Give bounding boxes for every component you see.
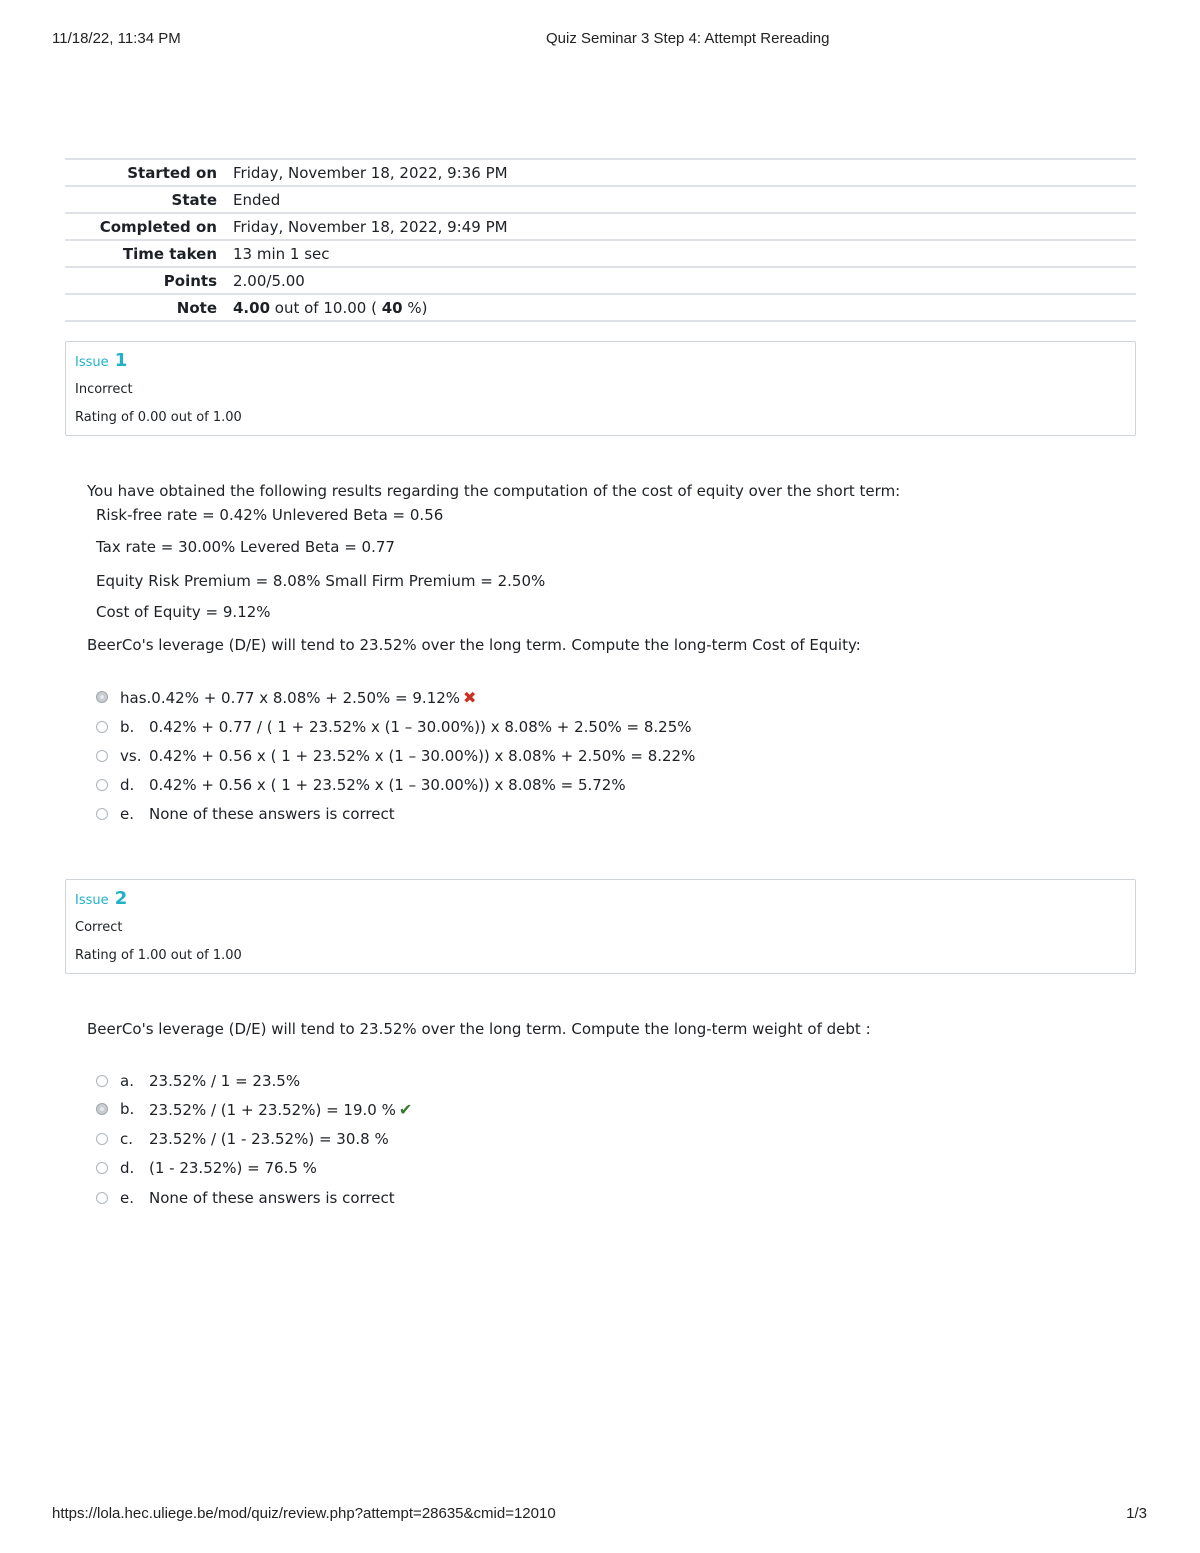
issue-label: Issue (75, 355, 109, 370)
radio-button-selected[interactable] (96, 691, 108, 703)
answer-text: None of these answers is correct (149, 805, 395, 823)
answer-letter: d. (120, 1159, 135, 1177)
issue-label: Issue (75, 893, 109, 908)
summary-value (233, 294, 1136, 321)
question-text-line: You have obtained the following results regarding the computation of the cost of equity over the short term: (87, 482, 901, 500)
question-text-line: Risk-free rate = 0.42% Unlevered Beta = 0.56 (96, 506, 444, 524)
print-url: https://lola.hec.uliege.be/mod/quiz/review.php?attempt=28635&cmid=12010 (52, 1505, 556, 1522)
answer-letter: b. (120, 718, 135, 736)
summary-row (65, 294, 1136, 321)
question-grade: Rating of 1.00 out of 1.00 (75, 948, 242, 963)
print-page-number: 1/3 (1126, 1505, 1147, 1522)
summary-label: Time taken (122, 244, 217, 263)
question-number (75, 888, 127, 909)
answer-text: None of these answers is correct (149, 1189, 395, 1207)
summary-row (65, 240, 1136, 267)
answer-formula: 23.52% / (1 + 23.52%) = 19.0 % (149, 1101, 396, 1119)
radio-button-selected[interactable] (96, 1103, 108, 1115)
summary-value: 2.00/5.00 (233, 271, 305, 290)
question-state: Incorrect (75, 382, 133, 397)
question-text-line: Tax rate = 30.00% Levered Beta = 0.77 (96, 538, 395, 556)
attempt-summary-table (65, 158, 1136, 322)
incorrect-icon: ✖ (463, 688, 477, 707)
question-text-line: Equity Risk Premium = 8.08% Small Firm Premium = 2.50% (96, 572, 546, 590)
summary-value: 13 min 1 sec (233, 244, 330, 263)
print-datetime: 11/18/22, 11:34 PM (52, 30, 181, 47)
summary-row (65, 186, 1136, 213)
answer-text: 0.42% + 0.56 x ( 1 + 23.52% x (1 – 30.00%)) x 8.08% + 2.50% = 8.22% (149, 747, 696, 765)
summary-row (65, 159, 1136, 186)
note-score: 4.00 (233, 298, 271, 317)
answer-letter: has. (120, 689, 152, 707)
question-info-box (65, 879, 1136, 974)
question-text-line: BeerCo's leverage (D/E) will tend to 23.52% over the long term. Compute the long-term Cost of Equity: (87, 636, 861, 654)
summary-label: State (171, 190, 217, 209)
summary-value: Friday, November 18, 2022, 9:49 PM (233, 217, 508, 236)
radio-button[interactable] (96, 1162, 108, 1174)
summary-row (65, 267, 1136, 294)
question-text-line: BeerCo's leverage (D/E) will tend to 23.52% over the long term. Compute the long-term weight of debt : (87, 1020, 871, 1038)
issue-number: 2 (114, 888, 128, 909)
answer-text (149, 1100, 412, 1119)
answer-text: 23.52% / (1 - 23.52%) = 30.8 % (149, 1130, 389, 1148)
issue-number: 1 (114, 350, 128, 371)
answer-letter: e. (120, 1189, 134, 1207)
answer-letter: b. (120, 1100, 135, 1118)
question-number (75, 350, 127, 371)
radio-button[interactable] (96, 1192, 108, 1204)
answer-letter: d. (120, 776, 135, 794)
print-footer (0, 1505, 1200, 1525)
radio-button[interactable] (96, 750, 108, 762)
summary-row (65, 213, 1136, 240)
answer-letter: e. (120, 805, 134, 823)
note-out-of: out of 10.00 ( (274, 298, 377, 317)
print-page-title: Quiz Seminar 3 Step 4: Attempt Rereading (546, 30, 830, 47)
correct-check-icon: ✔ (398, 1100, 413, 1119)
answer-text: (1 - 23.52%) = 76.5 % (149, 1159, 317, 1177)
summary-value: Ended (233, 190, 281, 209)
answer-text (120, 688, 476, 707)
answer-letter: c. (120, 1130, 134, 1148)
answer-letter: a. (120, 1072, 134, 1090)
summary-label: Started on (127, 163, 217, 182)
radio-button[interactable] (96, 1133, 108, 1145)
radio-button[interactable] (96, 808, 108, 820)
answer-text: 0.42% + 0.56 x ( 1 + 23.52% x (1 – 30.00%)) x 8.08% = 5.72% (149, 776, 626, 794)
print-header (0, 30, 1200, 50)
question-grade: Rating of 0.00 out of 1.00 (75, 410, 242, 425)
answer-text: 23.52% / 1 = 23.5% (149, 1072, 301, 1090)
radio-button[interactable] (96, 721, 108, 733)
summary-label: Note (176, 298, 217, 317)
question-text-line: Cost of Equity = 9.12% (96, 603, 271, 621)
radio-button[interactable] (96, 779, 108, 791)
radio-button[interactable] (96, 1075, 108, 1087)
summary-label: Completed on (99, 217, 217, 236)
summary-label: Points (163, 271, 217, 290)
note-end: %) (407, 298, 428, 317)
question-info-box (65, 341, 1136, 436)
answer-text: 0.42% + 0.77 / ( 1 + 23.52% x (1 – 30.00%)) x 8.08% + 2.50% = 8.25% (149, 718, 692, 736)
question-state: Correct (75, 920, 123, 935)
answer-formula: 0.42% + 0.77 x 8.08% + 2.50% = 9.12% (151, 689, 461, 707)
note-percent: 40 (381, 298, 403, 317)
answer-letter: vs. (120, 747, 142, 765)
summary-value: Friday, November 18, 2022, 9:36 PM (233, 163, 508, 182)
